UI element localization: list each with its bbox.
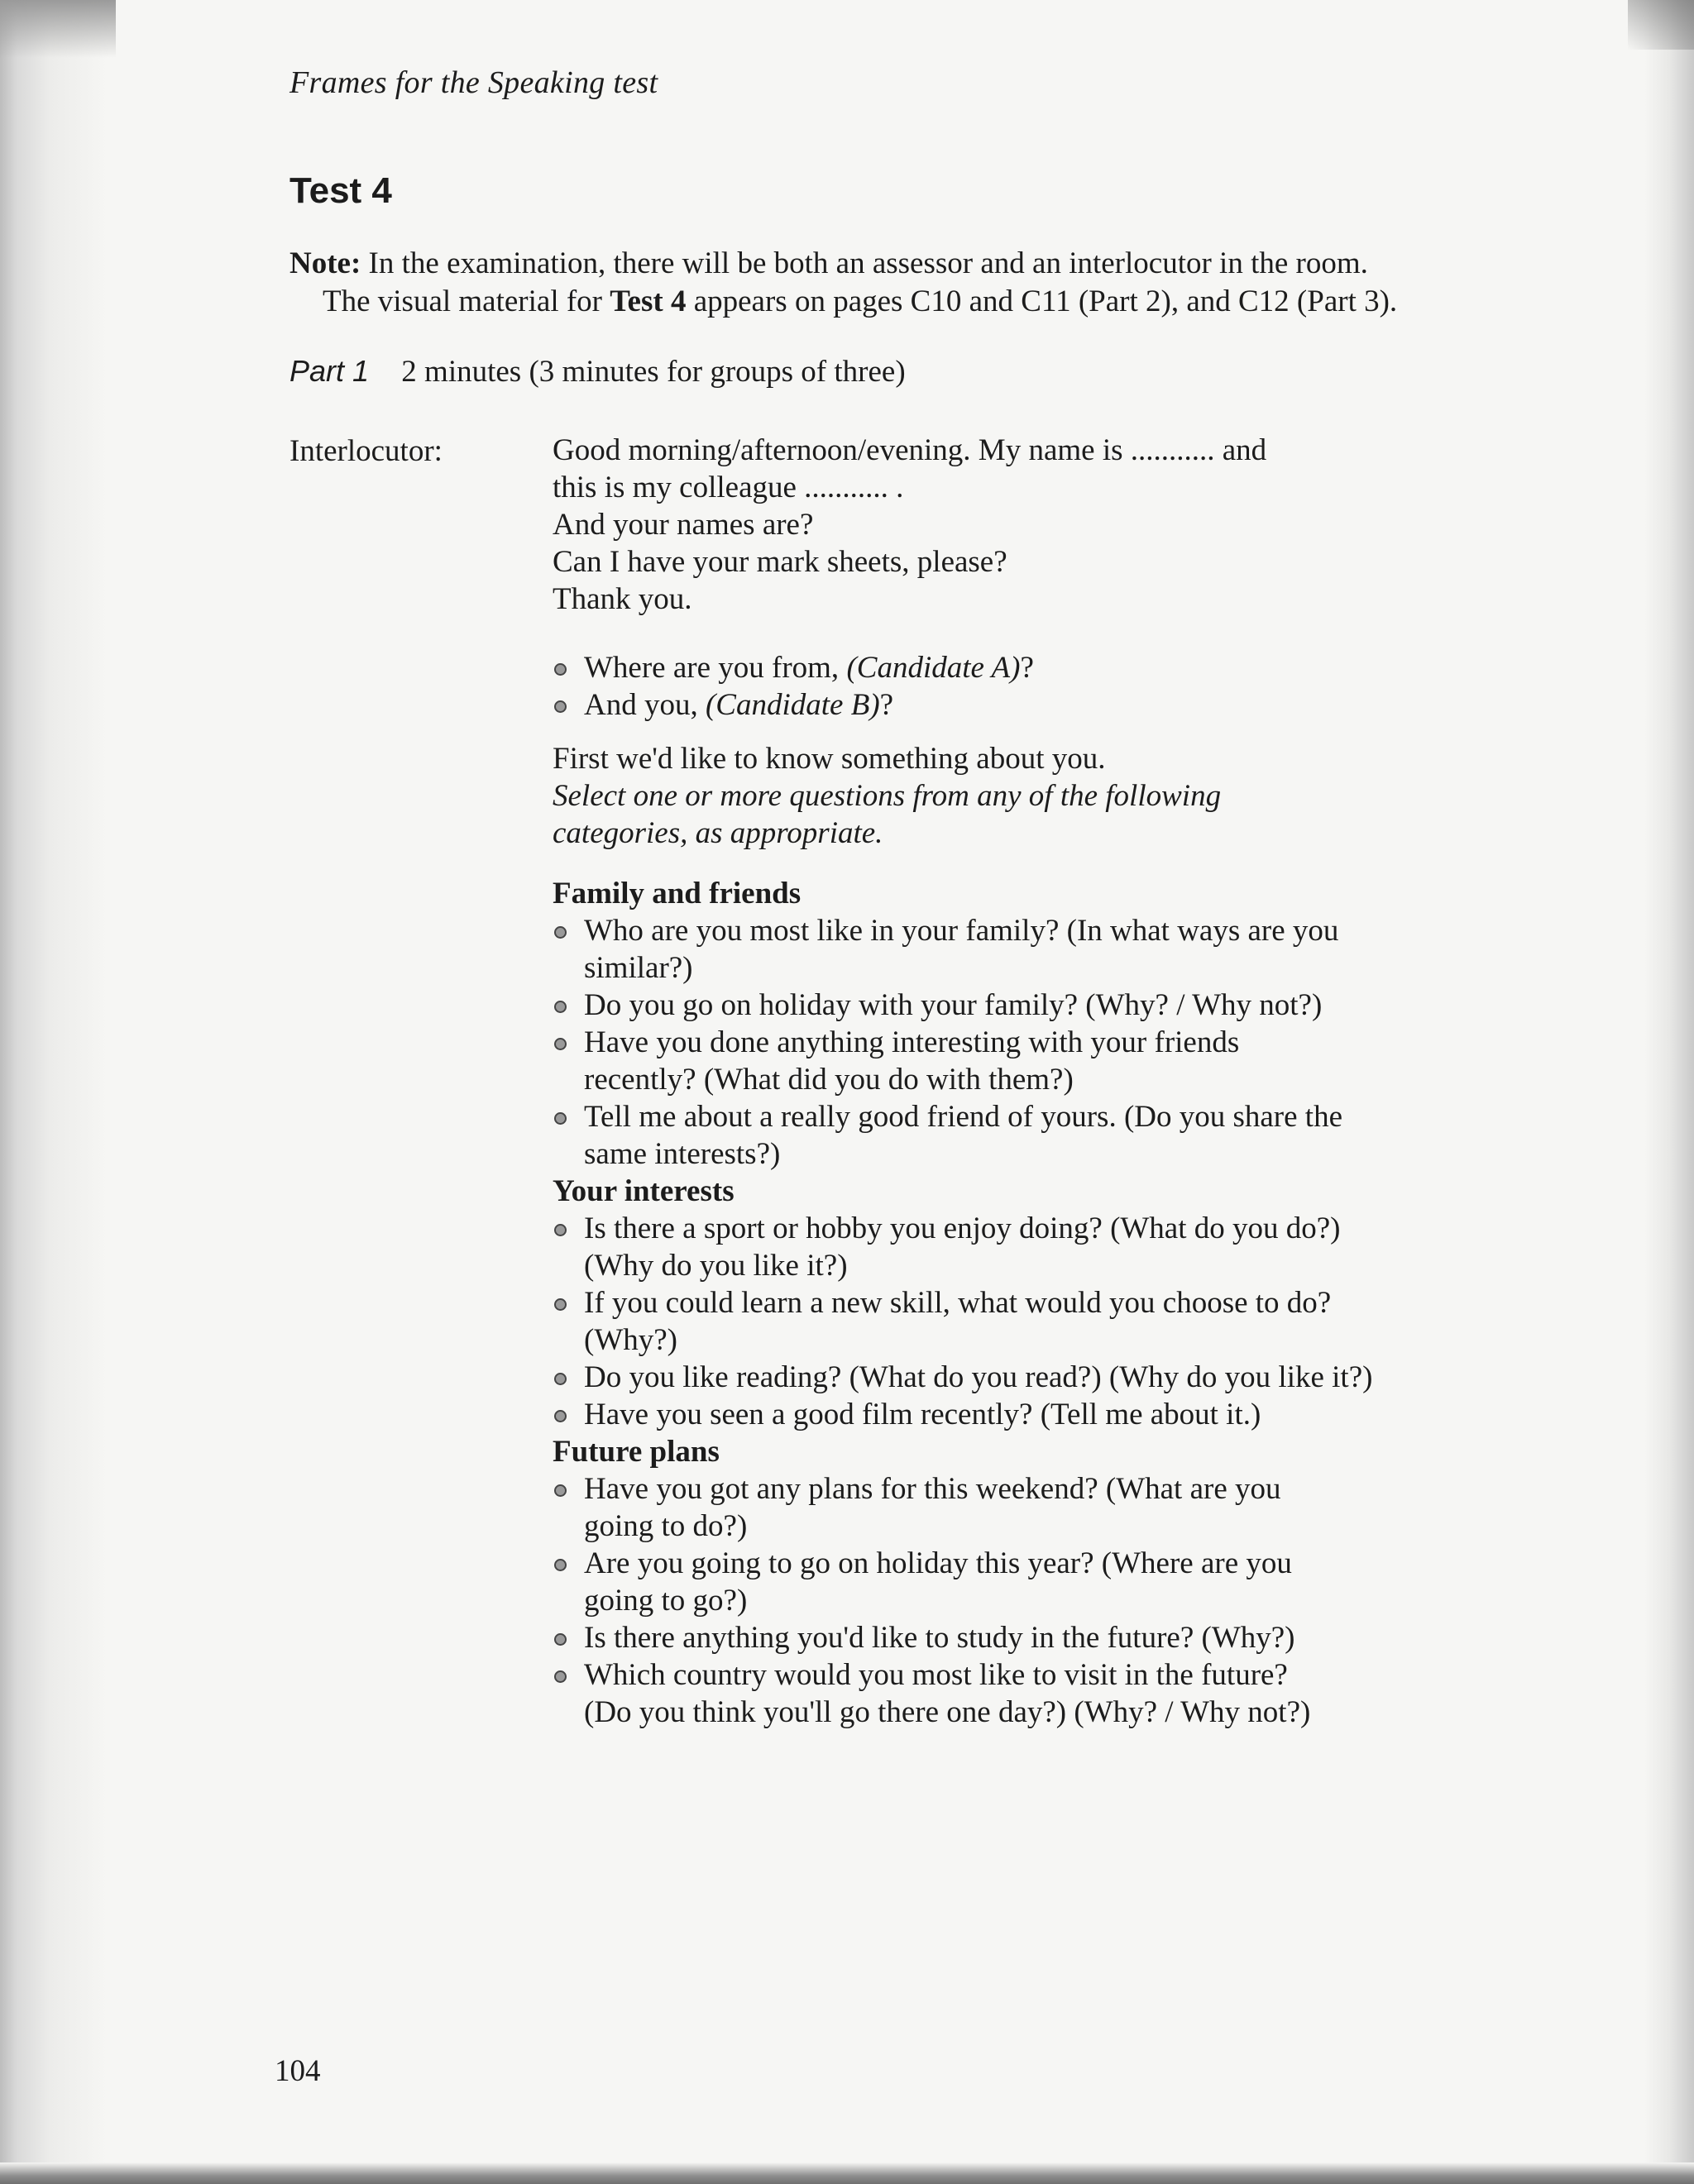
bullet-icon (554, 1224, 567, 1236)
page-number: 104 (275, 2054, 321, 2088)
bullet-icon (554, 1484, 567, 1497)
question-line: Have you seen a good film recently? (Tell me about it.) (584, 1398, 1261, 1431)
bullet-icon (554, 1001, 567, 1013)
bullet-icon (554, 1633, 567, 1646)
category-heading: Your interests (553, 1174, 735, 1208)
bullet-icon (554, 926, 567, 939)
bullet-icon (554, 1038, 567, 1050)
intro-line: Thank you. (553, 582, 692, 616)
intro-line: Good morning/afternoon/evening. My name is ........... and (553, 433, 1267, 467)
bullet-icon (554, 1112, 567, 1125)
bullet-icon (554, 1670, 567, 1683)
category-questions (553, 1470, 1578, 1731)
part-duration: 2 minutes (3 minutes for groups of three) (401, 355, 906, 389)
running-head: Frames for the Speaking test (290, 65, 658, 100)
question-line: Tell me about a really good friend of yours. (Do you share the (584, 1100, 1342, 1134)
category-questions (553, 912, 1578, 1173)
greeting-end: ? (1020, 651, 1034, 685)
question-item (553, 1545, 1578, 1619)
question-item (553, 912, 1578, 987)
question-line: (Why?) (584, 1323, 677, 1357)
question-item (553, 1359, 1578, 1396)
part-label: Part 1 (290, 354, 370, 388)
speaker-label: Interlocutor: (290, 434, 443, 468)
question-item (553, 1024, 1578, 1098)
bullet-icon (554, 1559, 567, 1571)
scan-bottom-edge (0, 2162, 1694, 2184)
note-line-2 (290, 283, 1613, 321)
intro-line: Can I have your mark sheets, please? (553, 545, 1007, 579)
scan-right-edge (1644, 0, 1694, 2184)
question-line: similar?) (584, 951, 693, 985)
note-line-2-pre: The visual material for (323, 284, 610, 318)
question-item (553, 1656, 1578, 1731)
intro-line: And your names are? (553, 508, 814, 542)
scan-top-left-shadow (0, 0, 116, 58)
question-line: Do you go on holiday with your family? (Why? / Why not?) (584, 988, 1323, 1022)
interlocutor-script (553, 432, 1578, 1731)
question-item (553, 1619, 1578, 1656)
instruction (553, 777, 1578, 852)
bullet-icon (554, 1298, 567, 1311)
question-item (553, 1284, 1578, 1359)
bullet-icon (554, 700, 567, 713)
candidate-placeholder: (Candidate B) (705, 688, 880, 722)
question-item (553, 1098, 1578, 1173)
part-heading (290, 354, 906, 389)
question-line: Have you got any plans for this weekend? (What are you (584, 1472, 1281, 1506)
instruction-line: Select one or more questions from any of the following (553, 779, 1222, 813)
greeting-text: Where are you from, (584, 651, 847, 685)
question-line: (Do you think you'll go there one day?) (Why? / Why not?) (584, 1695, 1311, 1729)
question-line: Are you going to go on holiday this year? (Where are you (584, 1546, 1292, 1580)
question-line: Who are you most like in your family? (In what ways are you (584, 914, 1339, 948)
candidate-placeholder: (Candidate A) (846, 651, 1021, 685)
question-line: Is there anything you'd like to study in the future? (Why?) (584, 1621, 1295, 1655)
question-line: Which country would you most like to visit in the future? (584, 1658, 1288, 1692)
question-item (553, 1470, 1578, 1545)
question-line: If you could learn a new skill, what would you choose to do? (584, 1286, 1332, 1320)
question-line: recently? (What did you do with them?) (584, 1063, 1074, 1097)
category-questions (553, 1210, 1578, 1433)
question-line: same interests?) (584, 1137, 781, 1171)
bullet-icon (554, 1373, 567, 1385)
question-line: going to go?) (584, 1584, 748, 1618)
greeting-item (553, 686, 1578, 724)
category-heading: Future plans (553, 1435, 720, 1469)
instruction-line: categories, as appropriate. (553, 816, 883, 850)
greeting-text: And you, (584, 688, 706, 722)
note-line-2-post: appears on pages C10 and C11 (Part 2), and C12 (Part 3). (686, 284, 1398, 318)
question-categories (553, 875, 1578, 1731)
question-item (553, 1396, 1578, 1433)
question-line: Do you like reading? (What do you read?) (Why do you like it?) (584, 1360, 1373, 1394)
bullet-icon (554, 663, 567, 676)
question-item (553, 1210, 1578, 1284)
question-item (553, 987, 1578, 1024)
note-line-2-bold: Test 4 (610, 284, 687, 318)
note (290, 245, 1613, 321)
scan-left-edge (0, 0, 108, 2184)
test-title: Test 4 (290, 170, 392, 211)
question-line: Is there a sport or hobby you enjoy doing? (What do you do?) (584, 1211, 1341, 1245)
question-line: Have you done anything interesting with your friends (584, 1025, 1240, 1059)
greeting-item (553, 649, 1578, 686)
bullet-icon (554, 1410, 567, 1422)
first-line: First we'd like to know something about you. (553, 742, 1106, 776)
note-line-1: In the examination, there will be both an assessor and an interlocutor in the room. (368, 246, 1368, 280)
greeting-end: ? (879, 688, 894, 722)
intro-line: this is my colleague ........... . (553, 471, 904, 504)
category-heading: Family and friends (553, 877, 802, 910)
scan-right-top-shadow (1628, 0, 1694, 50)
intro-lines (553, 432, 1578, 618)
question-line: (Why do you like it?) (584, 1249, 848, 1283)
note-label: Note: (290, 246, 361, 280)
question-line: going to do?) (584, 1509, 748, 1543)
greeting-bullets (553, 649, 1578, 724)
